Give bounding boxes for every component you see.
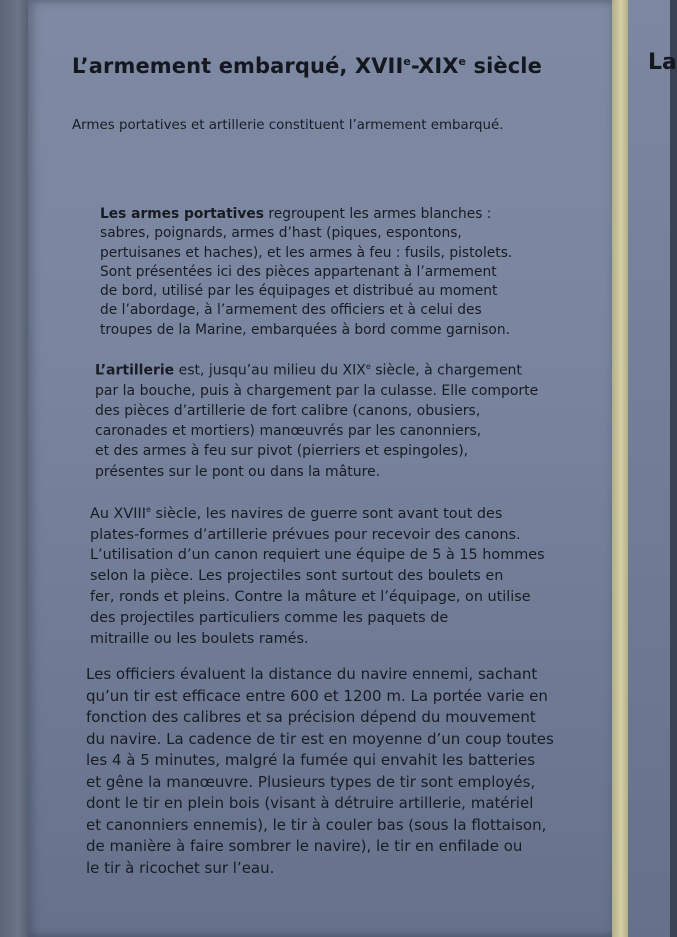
text-line: des pièces d’artillerie de fort calibre (canons, obusiers, (95, 403, 481, 420)
text-line: présentes sur le pont ou dans la mâture. (95, 463, 381, 480)
title-sup-1: e (403, 55, 411, 68)
text-line: qu’un tir est efficace entre 600 et 1200 m. La portée varie en (86, 686, 548, 705)
text-line: L’utilisation d’un canon requiert une équipe de 5 à 15 hommes (90, 547, 545, 564)
title-suffix: siècle (466, 54, 542, 78)
text-line: selon la pièce. Les projectiles sont surtout des boulets en (90, 568, 504, 585)
title-prefix: L’armement embarqué, XVII (72, 54, 404, 78)
paragraph-armes-portatives (100, 205, 512, 340)
wall-left (0, 0, 30, 937)
title-sup-2: e (458, 55, 467, 68)
text-line: de bord, utilisé par les équipages et distribué au moment (100, 283, 498, 300)
text-line: et des armes à feu sur pivot (pierriers et espingoles), (95, 443, 469, 460)
text-line: Sont présentées ici des pièces appartenant à l’armement (100, 263, 497, 280)
text-line: troupes de la Marine, embarquées à bord comme garnison. (100, 321, 510, 338)
text-line: les 4 à 5 minutes, malgré la fumée qui envahit les batteries (86, 751, 536, 769)
paragraph-xviii-siecle (90, 500, 545, 649)
text-line: et gêne la manœuvre. Plusieurs types de tir sont employés, (86, 772, 536, 791)
text-line: par la bouche, puis à chargement par la culasse. Elle comporte (95, 382, 539, 399)
text-line: du navire. La cadence de tir est en moyenne d’un coup toutes (86, 729, 554, 748)
adjacent-panel-title: La (648, 50, 677, 75)
text-line: pertuisanes et haches), et les armes à feu : fusils, pistolets. (100, 244, 513, 261)
text-line: Au XVIIIe siècle, les navires de guerre sont avant tout des (90, 505, 503, 522)
text-line: de l’abordage, à l’armement des officiers et à celui des (100, 302, 482, 319)
text-line: le tir à ricochet sur l’eau. (86, 858, 275, 877)
text-line: des projectiles particuliers comme les paquets de (90, 609, 449, 626)
text-line: et canonniers ennemis), le tir à couler bas (sous la flottaison, (86, 815, 547, 834)
paragraph-officiers (86, 664, 554, 879)
bold-lead: Les armes portatives (100, 206, 264, 222)
text-line: plates-formes d’artillerie prévues pour recevoir des canons. (90, 526, 521, 543)
text-line: de manière à faire sombrer le navire), le tir en enfilade ou (86, 837, 523, 855)
text-line: fer, ronds et pleins. Contre la mâture et l’équipage, on utilise (90, 588, 531, 605)
text-line: fonction des calibres et sa précision dépend du mouvement (86, 708, 536, 726)
panel-title (72, 54, 542, 78)
text-line: caronades et mortiers) manœuvrés par les canonniers, (95, 423, 482, 440)
paragraph-artillerie (95, 357, 538, 482)
adjacent-panel (628, 0, 670, 937)
title-mid: -XIX (410, 54, 459, 78)
text-line: dont le tir en plein bois (visant à détruire artillerie, matériel (86, 794, 534, 812)
bold-lead: L’artillerie (95, 362, 175, 379)
panel-subtitle: Armes portatives et artillerie constituent l’armement embarqué. (72, 118, 504, 133)
text-line: Les officiers évaluent la distance du navire ennemi, sachant (86, 665, 538, 683)
text-line: sabres, poignards, armes d’hast (piques, espontons, (100, 225, 462, 242)
text-line: mitraille ou les boulets ramés. (90, 630, 309, 647)
text-line: Les armes portatives regroupent les armes blanches : (100, 206, 492, 222)
text-line: L’artillerie est, jusqu’au milieu du XIXe siècle, à chargement (95, 362, 522, 379)
